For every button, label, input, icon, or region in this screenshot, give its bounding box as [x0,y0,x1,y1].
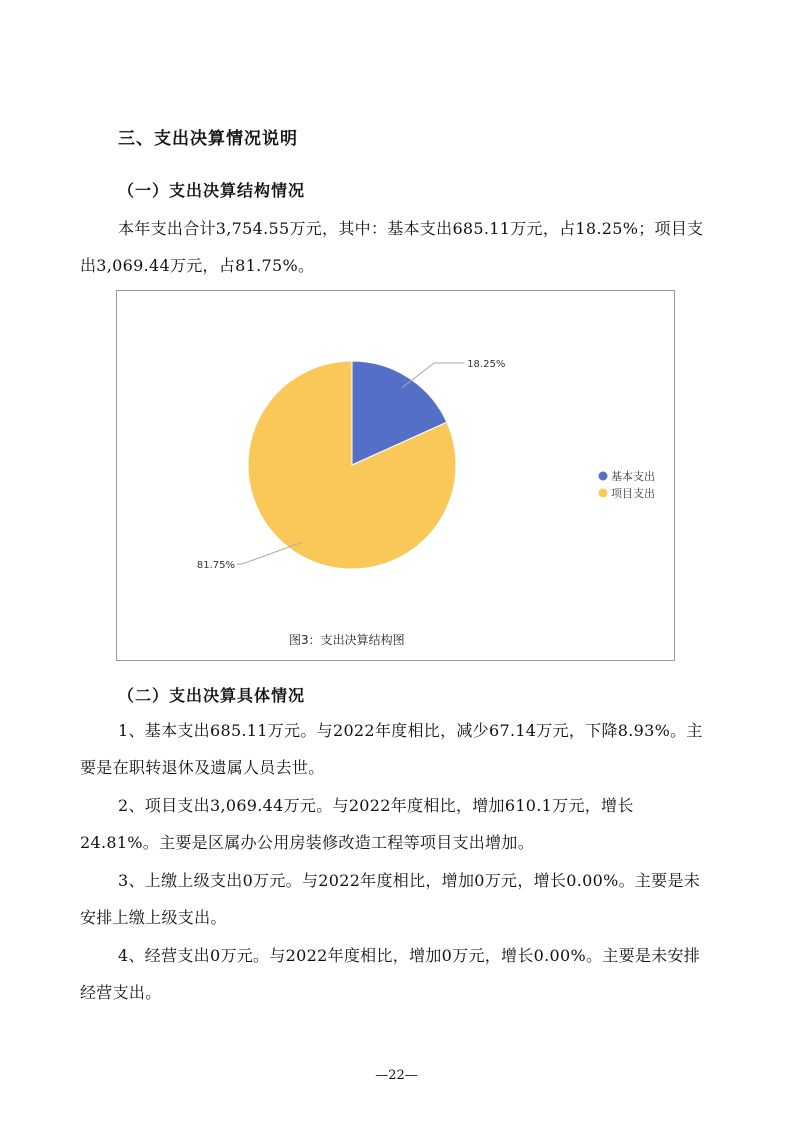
subsection-1-title: （一）支出决算结构情况 [118,181,306,200]
pie-chart [116,290,675,661]
legend-label-project: 项目支出 [611,487,655,500]
section-title: 三、支出决算情况说明 [118,129,298,149]
detail-item-3: 3、上缴上级支出0万元。与2022年度相比，增加0万元，增长0.00%。主要是未安排上缴上级支出。 [80,871,701,927]
leader-line-project [237,542,302,564]
detail-item-4: 4、经营支出0万元。与2022年度相比，增加0万元，增长0.00%。主要是未安排经营支出。 [80,946,701,1002]
legend [599,469,656,500]
detail-item-2: 2、项目支出3,069.44万元。与2022年度相比，增加610.1万元，增长24.81%。主要是区属办公用房装修改造工程等项目支出增加。 [80,796,634,852]
legend-label-basic: 基本支出 [611,470,655,483]
data-label-basic: 18.25% [467,359,506,370]
detail-item-1: 1、基本支出685.11万元。与2022年度相比，减少67.14万元，下降8.93%。主要是在职转退休及遗属人员去世。 [80,721,703,777]
pie-chart-svg [117,291,676,662]
subsection-2-title: （二）支出决算具体情况 [118,686,306,705]
legend-marker-basic [599,472,608,481]
page-number: —22— [375,1068,418,1083]
legend-marker-project [599,489,608,498]
subsection-1-paragraph: 本年支出合计3,754.55万元，其中：基本支出685.11万元，占18.25%；项目支出3,069.44万元，占81.75%。 [80,219,704,275]
data-label-project: 81.75% [196,560,235,571]
chart-caption: 图3：支出决算结构图 [289,633,405,647]
